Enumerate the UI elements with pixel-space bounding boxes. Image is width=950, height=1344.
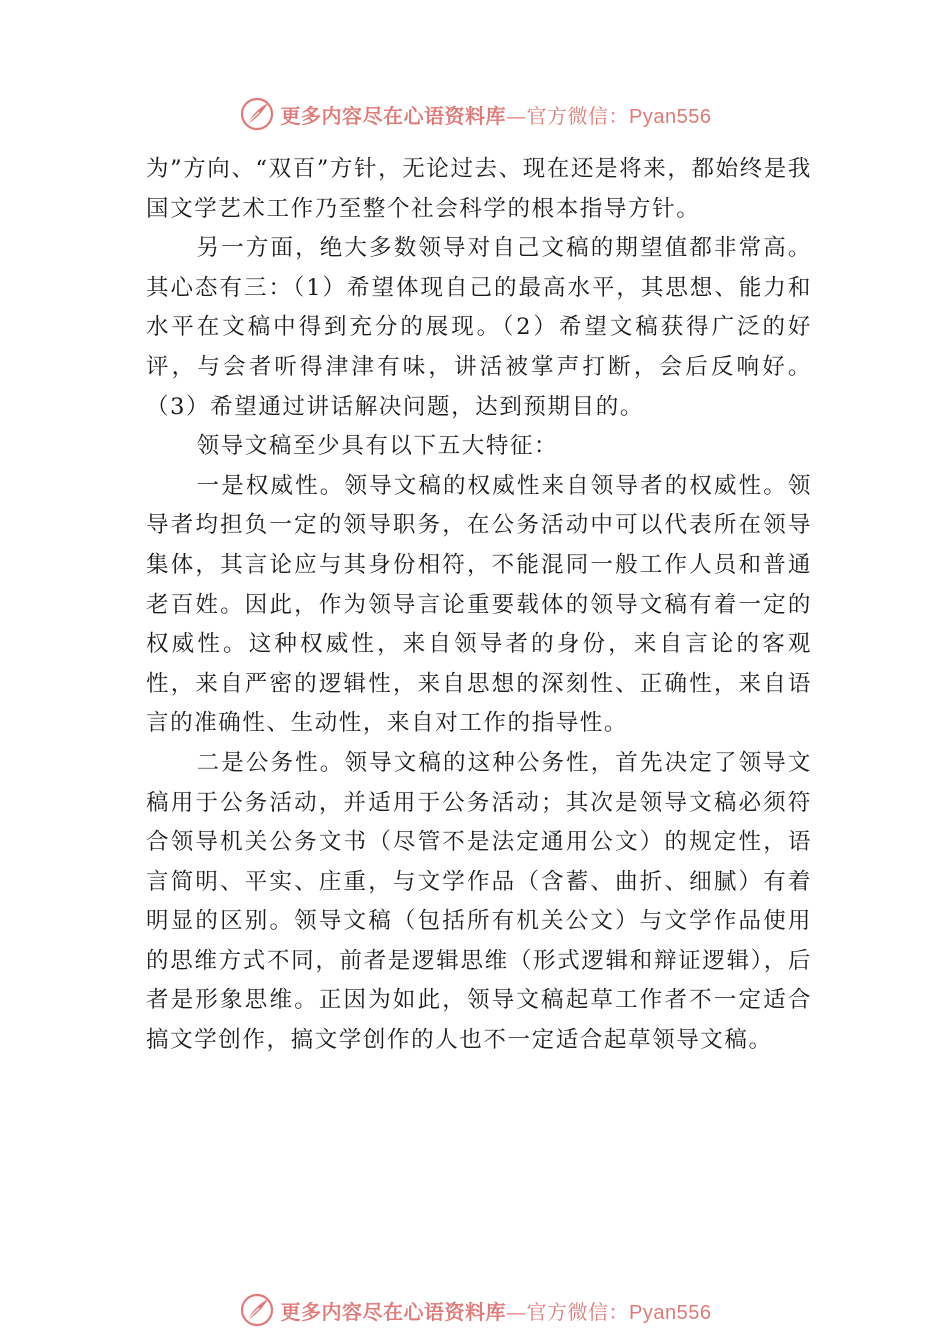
watermark-wechat-id: Pyan556: [629, 105, 712, 128]
footer-watermark: [0, 1290, 950, 1330]
paragraph-authority: 一是权威性。领导文稿的权威性来自领导者的权威性。领导者均担负一定的领导职务，在公务活动中可以代表所在领导集体，其言论应与其身份相符，不能混同一般工作人员和普通老百姓。因此，作为领导言论重要载体的领导文稿有着一定的权威性。这种权威性，来自领导者的身份，来自言论的客观性，来自严密的逻辑性，来自思想的深刻性、正确性，来自语言的准确性、生动性，来自对工作的指导性。: [146, 472, 812, 737]
watermark-wechat-label: 官方微信：: [526, 1299, 630, 1324]
paragraph-expectations: 另一方面，绝大多数领导对自己文稿的期望值都非常高。其心态有三：（1）希望体现自己的最高水平，其思想、能力和水平在文稿中得到充分的展现。（2）希望文稿获得广泛的好评，与会者听得津津有味，讲活被掌声打断，会后反响好。（3）希望通过讲话解决问题，达到预期目的。: [146, 235, 812, 420]
header-watermark: [0, 94, 950, 134]
paragraph-continuation: 为”方向、“双百”方针，无论过去、现在还是将来，都始终是我国文学艺术工作乃至整个社会科学的根本指导方针。: [146, 156, 812, 222]
watermark-text: [281, 1296, 712, 1325]
document-body: [146, 150, 812, 1061]
watermark-dash: —: [506, 1299, 527, 1324]
watermark-main: 更多内容尽在心语资料库: [280, 1299, 507, 1324]
watermark-text: [281, 100, 712, 129]
watermark-dash: —: [506, 103, 527, 128]
quill-logo-icon: [239, 96, 275, 132]
watermark-wechat-id: Pyan556: [629, 1301, 712, 1324]
watermark-main: 更多内容尽在心语资料库: [280, 103, 507, 128]
paragraph-features-intro: 领导文稿至少具有以下五大特征：: [196, 433, 559, 460]
watermark-wechat-label: 官方微信：: [526, 103, 630, 128]
quill-logo-icon: [239, 1292, 275, 1328]
paragraph-official-nature: 二是公务性。领导文稿的这种公务性，首先决定了领导文稿用于公务活动，并适用于公务活动；其次是领导文稿必须符合领导机关公务文书（尽管不是法定通用公文）的规定性，语言简明、平实、庄重，与文学作品（含蓄、曲折、细腻）有着明显的区别。领导文稿（包括所有机关公文）与文学作品使用的思维方式不同，前者是逻辑思维（形式逻辑和辩证逻辑），后者是形象思维。正因为如此，领导文稿起草工作者不一定适合搞文学创作，搞文学创作的人也不一定适合起草领导文稿。: [146, 749, 812, 1054]
